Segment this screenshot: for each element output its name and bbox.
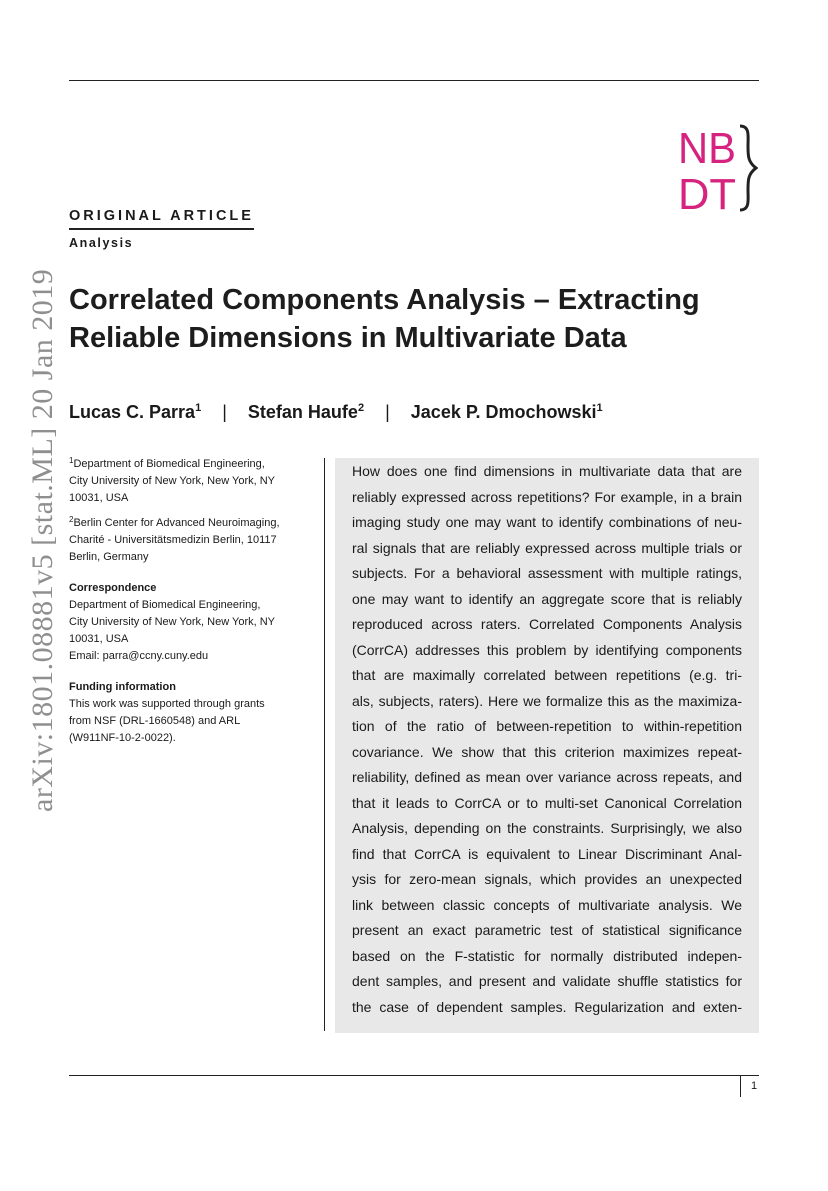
affiliation-line: 10031, USA [69,492,129,504]
author-affiliation-mark: 1 [596,402,603,414]
funding-line: from NSF (DRL-1660548) and ARL [69,715,241,727]
article-subtype: Analysis [69,236,134,250]
abstract-line: How does one find dimensions in multivariate data that are [352,463,742,479]
affiliation-line: Berlin Center for Advanced Neuroimaging, [73,517,280,529]
affiliation-1 [69,452,319,507]
abstract-line: one may want to identify an aggregate score that is reliably [352,590,742,607]
page-number-bar [740,1076,741,1097]
author-affiliation-mark: 1 [195,402,202,414]
logo-text-line1: NB [678,124,736,173]
author-name: Jacek P. Dmochowski [410,402,597,422]
abstract-line: (CorrCA) addresses this problem by identifying components [352,641,742,658]
correspondence-heading: Correspondence [69,582,157,594]
abstract-line: the case of dependent samples. Regularization and exten- [352,998,742,1015]
correspondence-line: 10031, USA [69,633,129,645]
author-affiliation-mark: 2 [357,402,365,414]
abstract-line: als, subjects, raters). Here we formalize this as the maximiza- [352,692,742,709]
abstract-line: reliably expressed across repetitions? For example, in a brain [352,488,742,505]
abstract-line: link between classic concepts of multivariate analysis. We [352,896,742,913]
affiliation-number: 2 [69,515,74,524]
title-line: Reliable Dimensions in Multivariate Data [69,322,627,354]
abstract [352,459,742,1020]
title-line: Correlated Components Analysis – Extracting [69,284,700,316]
funding-line: (W911NF-10-2-0022). [69,732,176,744]
logo-brace [740,126,756,210]
correspondence-line: City University of New York, New York, NY [69,616,276,628]
affiliation-line: City University of New York, New York, NY [69,475,276,487]
author-name: Lucas C. Parra [69,402,196,422]
affiliation-line: Charité - Universitätsmedizin Berlin, 10117 [69,534,277,546]
sidebar [69,452,319,747]
article-type: ORIGINAL ARTICLE [69,208,254,230]
funding-heading: Funding information [69,681,176,693]
top-rule [69,80,759,81]
abstract-line: covariance. We show that this criterion maximizes repeat- [352,743,742,760]
abstract-line: tion of the ratio of between-repetition to within-repetition [352,718,742,734]
page-number: 1 [751,1080,758,1092]
abstract-line: that it leads to CorrCA or to multi-set Canonical Correlation [352,794,742,811]
author-name: Stefan Haufe [247,402,358,422]
abstract-line: imaging study one may want to identify combinations of neu- [352,514,742,530]
abstract-line: find that CorrCA is equivalent to Linear Discriminant Anal- [352,845,742,862]
arxiv-stamp: arXiv:1801.08881v5 [stat.ML] 20 Jan 2019 [26,268,59,812]
affiliation-number: 1 [69,456,74,465]
affiliation-line: Berlin, Germany [69,551,149,563]
author-separator: | [385,402,390,422]
column-divider [324,458,325,1031]
abstract-line: ral signals that are reliably expressed across multiple trials or [352,539,742,556]
abstract-line: subjects. For a behavioral assessment with multiple ratings, [352,565,742,581]
author-separator: | [222,402,227,422]
funding-line: This work was supported through grants [69,698,265,710]
correspondence-line: Department of Biomedical Engineering, [69,599,261,611]
affiliation-line: Department of Biomedical Engineering, [73,458,265,470]
correspondence-email: Email: parra@ccny.cuny.edu [69,650,209,662]
abstract-line: Analysis, depending on the constraints. Surprisingly, we also [352,820,742,836]
bottom-rule [69,1075,759,1076]
abstract-line: reproduced across raters. Correlated Components Analysis [352,616,742,632]
paper-title [69,281,759,357]
abstract-line: present an exact parametric test of statistical significance [352,922,742,938]
journal-logo [678,122,758,214]
affiliation-2 [69,511,319,566]
abstract-line: dent samples, and present and validate shuffle statistics for [352,973,742,989]
abstract-line: based on the F-statistic for normally distributed indepen- [352,947,742,964]
author-list [69,402,603,423]
abstract-line: that are maximally correlated between repetitions (e.g. tri- [352,667,742,683]
abstract-line: ysis for zero-mean signals, which provides an unexpected [352,871,742,887]
logo-text-line2: DT [678,170,736,214]
abstract-line: reliability, defined as mean over variance across repeats, and [352,769,742,785]
